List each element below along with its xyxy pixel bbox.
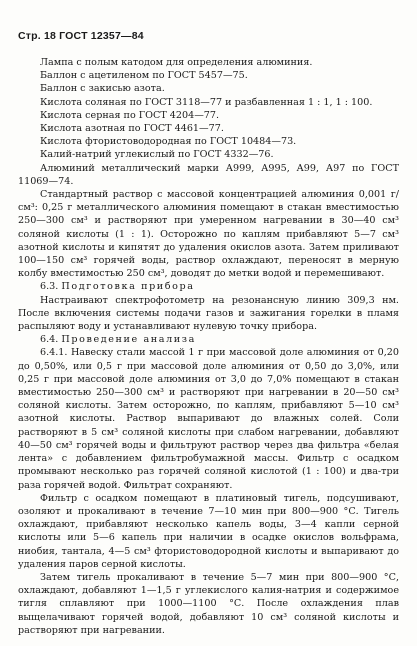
equipment-item: Баллон с ацетиленом по ГОСТ 5457—75.	[40, 70, 248, 82]
standard-solution-paragraph: Стандартный раствор с массовой концентрацией алюминия 0,001 г/см³: 0,25 г металлического алюминия помещают в стакан вместимостью 250—300 см³ и растворяют при умеренном нагревании в 30—40 см³ соляной кислоты (1 : 1). Осторожно по каплям прибавляют 5—7 см³ азотной кислоты и кипятят до удаления окислов азота. Затем приливают 100—150 см³ горячей воды, раствор охлаждают, переносят в мерную колбу вместимостью 250 см³, доводят до метки водой и перемешивают.	[18, 189, 399, 280]
aluminum-paragraph: Алюминий металлический марки А999, А995, А99, А97 по ГОСТ 11069—74.	[18, 162, 399, 187]
equipment-item: Кислота серная по ГОСТ 4204—77.	[40, 109, 220, 121]
section-number: 6.4.	[40, 334, 59, 346]
equipment-list	[18, 56, 399, 162]
page-header: Стр. 18 ГОСТ 12357—84	[18, 30, 144, 42]
equipment-item: Калий-натрий углекислый по ГОСТ 4332—76.	[40, 149, 274, 161]
section-title: Подготовка прибора	[61, 281, 195, 293]
section-title: Проведение анализа	[61, 334, 196, 346]
section-6-3-paragraph: Настраивают спектрофотометр на резонансную линию 309,3 нм. После включения системы подачи газов и зажигания горелки в пламя распыляют воду и устанавливают нулевую точку прибора.	[18, 294, 399, 333]
filter-paragraph: Фильтр с осадком помещают в платиновый тигель, подсушивают, озоляют и прокаливают в течение 7—10 мин при 800—900 °С. Тигель охлаждают, прибавляют несколько капель воды, 3—4 капли серной кислоты или 5—6 капель при наличии в осадке окислов вольфрама, ниобия, тантала, 4—5 см³ фтористоводородной кислоты и выпаривают до удаления паров серной кислоты.	[18, 492, 399, 570]
equipment-item: Лампа с полым катодом для определения алюминия.	[40, 57, 313, 68]
document-body	[18, 56, 399, 637]
crucible-paragraph: Затем тигель прокаливают в течение 5—7 мин при 800—900 °С, охлаждают, добавляют 1—1,5 г углекислого калия-натрия и содержимое тигля сплавляют при 1000—1100 °С. После охлаждения плав выщелачивают горячей водой, добавляют 10 см³ соляной кислоты и растворяют при нагревании.	[18, 571, 399, 636]
paragraph-6-4-1: 6.4.1. Навеску стали массой 1 г при массовой доле алюминия от 0,20 до 0,50%, или 0,5 г при массовой доле алюминия от 0,50 до 3,0%, или 0,25 г при массовой доле алюминия от 3,0 до 7,0% помещают в стакан вместимостью 250—300 см³ и растворяют при нагревании в 20—50 см³ соляной кислоты. Затем осторожно, по каплям, прибавляют 5—10 см³ азотной кислоты. Раствор выпаривают до влажных солей. Соли растворяют в 5 см³ соляной кислоты при слабом нагревании, добавляют 40—50 см³ горячей воды и фильтруют раствор через два фильтра «белая лента» с добавлением фильтробумажной массы. Фильтр с осадком промывают несколько раз горячей соляной кислотой (1 : 100) и два-три раза горячей водой. Фильтрат сохраняют.	[18, 347, 399, 491]
equipment-item: Кислота фтористоводородная по ГОСТ 10484—73.	[40, 136, 297, 148]
equipment-item: Кислота соляная по ГОСТ 3118—77 и разбавленная 1 : 1, 1 : 100.	[40, 96, 373, 108]
section-heading-6-4	[18, 333, 399, 346]
section-number: 6.3.	[40, 281, 59, 293]
section-heading-6-3	[18, 280, 399, 293]
equipment-item: Кислота азотная по ГОСТ 4461—77.	[40, 123, 224, 135]
equipment-item: Баллон с закисью азота.	[40, 83, 165, 95]
